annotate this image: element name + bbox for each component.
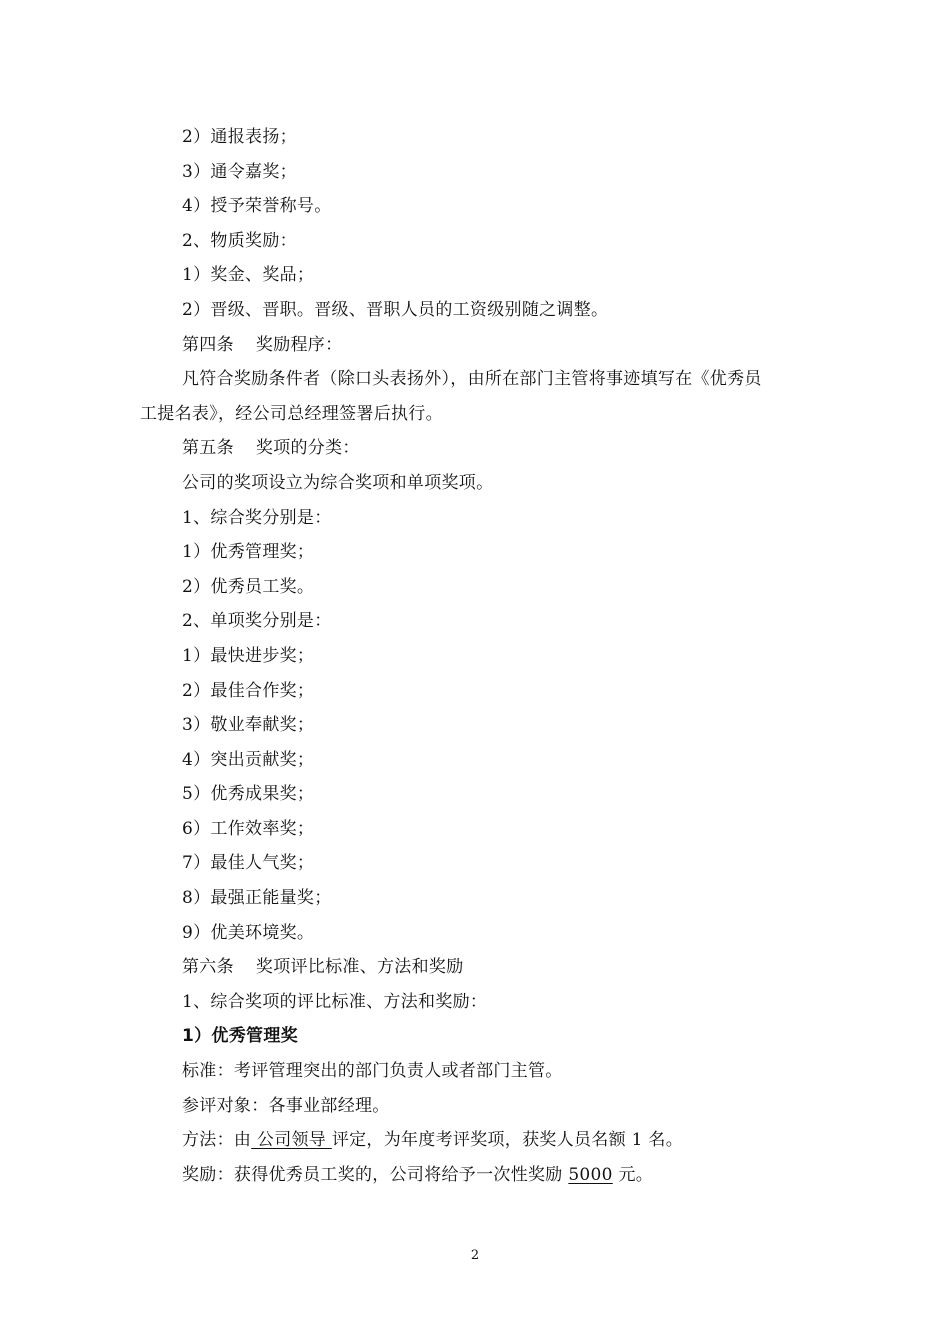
text-line: 工提名表》，经公司总经理签署后执行。 bbox=[140, 403, 443, 424]
text-line: 2）晋级、晋职。晋级、晋职人员的工资级别随之调整。 bbox=[182, 299, 609, 320]
article-heading-6 bbox=[140, 950, 820, 985]
text-line: 7）最佳人气奖； bbox=[182, 853, 315, 874]
text-line: 5）优秀成果奖； bbox=[182, 784, 315, 805]
page-number: 2 bbox=[470, 1248, 480, 1263]
text-line: 3）通令嘉奖； bbox=[182, 161, 297, 182]
text-line: 2）优秀员工奖。 bbox=[182, 576, 315, 597]
evaluator-underlined: 公司领导 bbox=[251, 1130, 332, 1151]
article-number: 第四条 bbox=[182, 334, 234, 355]
article-number: 第五条 bbox=[182, 438, 234, 459]
text-line: 1、综合奖项的评比标准、方法和奖励： bbox=[182, 991, 488, 1012]
text-line: 2、物质奖励： bbox=[182, 230, 297, 251]
text-line: 标准：考评管理突出的部门负责人或者部门主管。 bbox=[182, 1061, 563, 1082]
text-line: 参评对象：各事业部经理。 bbox=[182, 1095, 390, 1116]
text-line: 公司的奖项设立为综合奖项和单项奖项。 bbox=[182, 472, 494, 493]
document-body bbox=[140, 120, 820, 1192]
text-line: 2、单项奖分别是： bbox=[182, 611, 332, 632]
text-line: 6）工作效率奖； bbox=[182, 818, 315, 839]
reward-amount-underlined: 5000 bbox=[568, 1164, 613, 1185]
text-line: 凡符合奖励条件者（除口头表扬外），由所在部门主管将事迹填写在《优秀员 bbox=[182, 369, 762, 390]
reward-prefix: 奖励：获得优秀员工奖的，公司将给予一次性奖励 bbox=[182, 1164, 569, 1185]
text-line: 1）奖金、奖品； bbox=[182, 265, 315, 286]
text-line: 1）最快进步奖； bbox=[182, 645, 315, 666]
article-heading-5 bbox=[140, 431, 820, 466]
text-line: 4）授予荣誉称号。 bbox=[182, 196, 332, 217]
text-line: 1、综合奖分别是： bbox=[182, 507, 332, 528]
text-line: 4）突出贡献奖； bbox=[182, 749, 315, 770]
reward-line bbox=[140, 1158, 820, 1193]
article-title: 奖项评比标准、方法和奖励 bbox=[255, 957, 464, 978]
text-line: 3）敬业奉献奖； bbox=[182, 715, 315, 736]
method-line bbox=[140, 1123, 820, 1158]
method-suffix: 评定，为年度考评奖项，获奖人员名额 1 名。 bbox=[331, 1130, 684, 1151]
method-prefix: 方法：由 bbox=[182, 1130, 252, 1151]
text-line: 2）通报表扬； bbox=[182, 127, 297, 147]
article-heading-4 bbox=[140, 328, 820, 363]
text-line: 1）优秀管理奖； bbox=[182, 542, 315, 563]
text-line: 8）最强正能量奖； bbox=[182, 888, 332, 909]
text-line: 2）最佳合作奖； bbox=[182, 680, 315, 701]
reward-suffix: 元。 bbox=[612, 1164, 654, 1185]
article-number: 第六条 bbox=[182, 957, 234, 978]
article-title: 奖项的分类： bbox=[255, 438, 360, 459]
article-title: 奖励程序： bbox=[255, 334, 343, 355]
text-line: 9）优美环境奖。 bbox=[182, 922, 315, 943]
section-subheading: 1）优秀管理奖 bbox=[182, 1026, 298, 1047]
